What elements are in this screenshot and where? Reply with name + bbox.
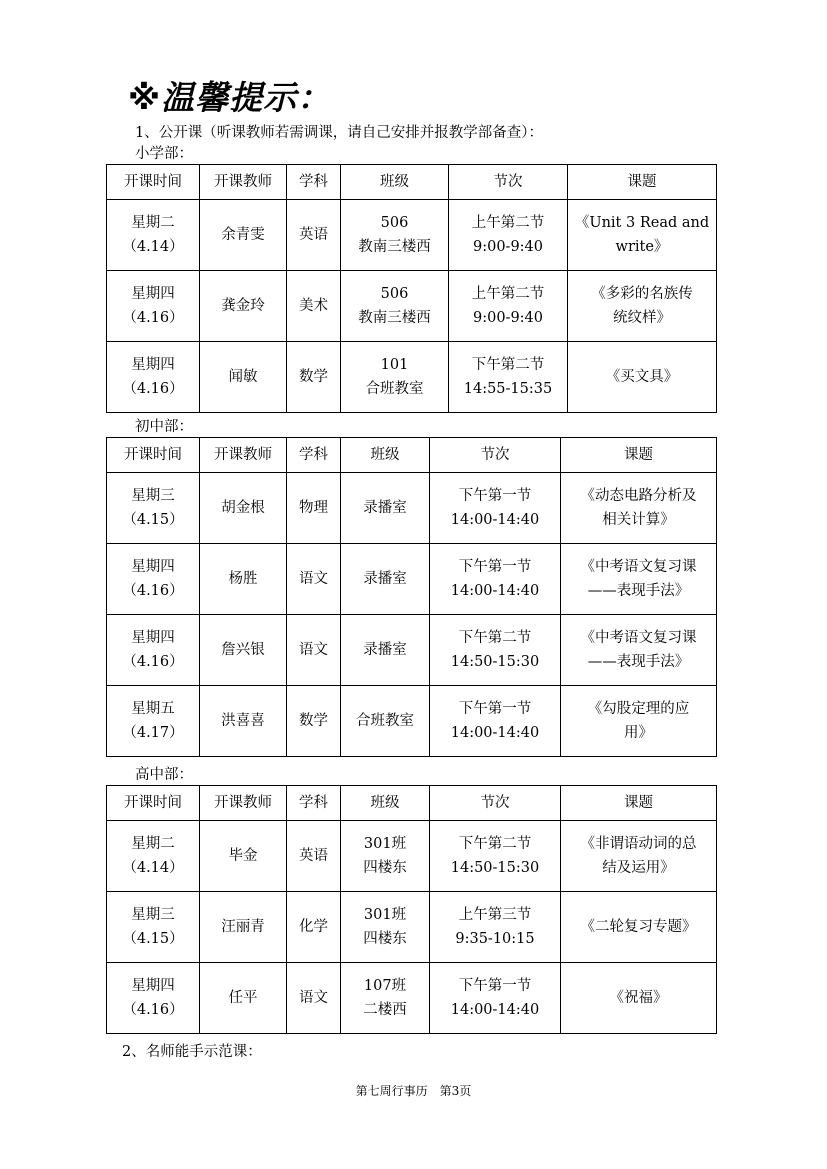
cell-topic-topic2: 相关计算》 — [602, 512, 675, 528]
cell-topic — [568, 271, 717, 342]
cell-class-class1: 107班 — [363, 978, 407, 994]
cell-teacher-teacher: 胡金根 — [221, 500, 265, 516]
cell-subject — [287, 892, 341, 963]
cell-topic-topic2: 结及运用》 — [602, 860, 675, 876]
cell-teacher — [200, 544, 287, 615]
cell-period-period: 下午第一节 — [458, 488, 532, 504]
cell-topic-topic2: ——表现手法》 — [587, 583, 690, 599]
header-subject: 学科 — [287, 786, 341, 821]
cell-time-day: 星期四 — [131, 286, 175, 302]
table-row — [107, 821, 717, 892]
cell-class-class2: 二楼西 — [363, 1002, 407, 1018]
header-period: 节次 — [430, 438, 561, 473]
cell-teacher — [200, 963, 287, 1034]
cell-subject — [287, 821, 341, 892]
header-topic: 课题 — [561, 438, 717, 473]
cell-time-date: （4.15） — [122, 512, 184, 528]
cell-time-date: （4.14） — [122, 860, 184, 876]
cell-class-class1: 301班 — [363, 836, 407, 852]
header-time: 开课时间 — [107, 438, 200, 473]
cell-subject-subject: 英语 — [299, 848, 328, 864]
header-teacher: 开课教师 — [200, 165, 287, 200]
cell-teacher — [200, 821, 287, 892]
cell-period — [449, 342, 568, 413]
cell-period-period: 上午第二节 — [471, 286, 545, 302]
header-subject: 学科 — [287, 438, 341, 473]
primary-section-label: 小学部： — [135, 146, 193, 162]
cell-class — [341, 892, 430, 963]
primary-schedule-table — [106, 164, 717, 413]
cell-topic-topic1: 《动态电路分析及 — [580, 488, 697, 504]
cell-period — [430, 473, 561, 544]
cell-topic — [561, 892, 717, 963]
table-header-row — [107, 786, 717, 821]
cell-topic — [561, 963, 717, 1034]
cell-teacher-teacher: 任平 — [228, 990, 258, 1006]
cell-period — [449, 200, 568, 271]
header-teacher: 开课教师 — [200, 786, 287, 821]
cell-subject-subject: 语文 — [299, 642, 328, 658]
cell-time-date: （4.16） — [122, 654, 184, 670]
cell-topic-topic1: 《非谓语动词的总 — [580, 836, 697, 852]
cell-topic — [561, 615, 717, 686]
cell-topic-topic2: 统纹样》 — [613, 310, 671, 326]
cell-period-time: 14:55-15:35 — [463, 381, 553, 397]
cell-time-day: 星期三 — [131, 488, 175, 504]
table-row — [107, 271, 717, 342]
cell-topic — [568, 200, 717, 271]
cell-teacher-teacher: 詹兴银 — [221, 642, 265, 658]
header-class: 班级 — [341, 165, 449, 200]
cell-period — [430, 615, 561, 686]
cell-topic-topic1: 《中考语文复习课 — [580, 559, 697, 575]
cell-time-date: （4.16） — [122, 381, 184, 397]
cell-period — [430, 963, 561, 1034]
cell-subject-subject: 美术 — [299, 298, 328, 314]
cell-time — [107, 342, 200, 413]
cell-subject — [287, 342, 341, 413]
cell-time — [107, 473, 200, 544]
cell-period-time: 14:50-15:30 — [450, 654, 540, 670]
cell-time — [107, 821, 200, 892]
cell-class-class1: 101 — [380, 357, 409, 373]
cell-period-time: 14:50-15:30 — [450, 860, 540, 876]
cell-topic-topic2: ——表现手法》 — [587, 654, 690, 670]
cell-teacher-teacher: 闻敏 — [228, 369, 258, 385]
table-row — [107, 892, 717, 963]
cell-subject-subject: 语文 — [299, 571, 328, 587]
header-topic: 课题 — [568, 165, 717, 200]
cell-teacher — [200, 615, 287, 686]
cell-class — [341, 686, 430, 757]
cell-period-period: 下午第一节 — [458, 559, 532, 575]
cell-time-date: （4.15） — [122, 931, 184, 947]
cell-class-class1: 506 — [380, 215, 409, 231]
cell-class-class2: 教南三楼西 — [358, 239, 431, 255]
cell-subject-subject: 英语 — [299, 227, 328, 243]
cell-time-day: 星期四 — [131, 630, 175, 646]
cell-topic-topic1: 《Unit 3 Read and — [574, 215, 710, 231]
cell-time-day: 星期五 — [131, 701, 175, 717]
cell-period-period: 下午第二节 — [458, 630, 532, 646]
cell-class-class1: 录播室 — [363, 500, 407, 516]
cell-topic — [561, 473, 717, 544]
cell-time — [107, 963, 200, 1034]
cell-period-time: 9:35-10:15 — [455, 931, 535, 947]
cell-topic-topic1: 《中考语文复习课 — [580, 630, 697, 646]
table-row — [107, 686, 717, 757]
cell-subject — [287, 544, 341, 615]
cell-class-class1: 301班 — [363, 907, 407, 923]
cell-time-date: （4.14） — [122, 239, 184, 255]
table-row — [107, 473, 717, 544]
cell-class-class1: 合班教室 — [356, 713, 414, 729]
header-time: 开课时间 — [107, 786, 200, 821]
cell-period-period: 下午第一节 — [458, 978, 532, 994]
cell-class-class2: 教南三楼西 — [358, 310, 431, 326]
cell-class — [341, 200, 449, 271]
cell-teacher — [200, 200, 287, 271]
cell-time-day: 星期二 — [131, 215, 175, 231]
cell-subject-subject: 语文 — [299, 990, 328, 1006]
model-class-intro: 2、名师能手示范课： — [122, 1044, 262, 1060]
cell-topic-topic1: 《勾股定理的应 — [587, 701, 690, 717]
cell-class — [341, 342, 449, 413]
cell-time — [107, 544, 200, 615]
cell-teacher — [200, 892, 287, 963]
cell-time-date: （4.16） — [122, 583, 184, 599]
cell-time-day: 星期四 — [131, 357, 175, 373]
cell-period-period: 上午第三节 — [458, 907, 532, 923]
cell-period-time: 14:00-14:40 — [450, 725, 540, 741]
cell-subject — [287, 615, 341, 686]
cell-period-period: 下午第一节 — [458, 701, 532, 717]
cell-period — [430, 686, 561, 757]
cell-class — [341, 615, 430, 686]
cell-subject-subject: 数学 — [299, 369, 328, 385]
header-class: 班级 — [341, 786, 430, 821]
table-header-row — [107, 165, 717, 200]
header-period: 节次 — [430, 786, 561, 821]
open-class-intro: 1、公开课（听课教师若需调课，请自己安排并报教学部备查）： — [135, 125, 543, 141]
table-row — [107, 615, 717, 686]
cell-topic-topic1: 《买文具》 — [605, 369, 679, 385]
page-title: ※温馨提示： — [128, 78, 332, 117]
high-schedule-table — [106, 785, 717, 1034]
cell-topic-topic1: 《祝福》 — [609, 990, 668, 1006]
cell-time-day: 星期四 — [131, 978, 175, 994]
cell-period-time: 14:00-14:40 — [450, 512, 540, 528]
cell-teacher-teacher: 龚金玲 — [221, 298, 265, 314]
cell-time — [107, 200, 200, 271]
cell-time-date: （4.17） — [122, 725, 184, 741]
cell-time — [107, 892, 200, 963]
cell-topic-topic1: 《多彩的名族传 — [591, 286, 693, 302]
cell-teacher — [200, 271, 287, 342]
page-footer: 第七周行事历 第3页 — [355, 1084, 472, 1098]
header-class: 班级 — [341, 438, 430, 473]
table-row — [107, 200, 717, 271]
cell-subject — [287, 473, 341, 544]
cell-subject — [287, 200, 341, 271]
high-section-label: 高中部： — [135, 767, 193, 783]
cell-topic-topic2: write》 — [615, 239, 669, 255]
cell-subject — [287, 271, 341, 342]
cell-class-class1: 506 — [380, 286, 409, 302]
cell-period-period: 上午第二节 — [471, 215, 545, 231]
cell-time-day: 星期三 — [131, 907, 175, 923]
cell-teacher-teacher: 汪丽青 — [221, 919, 265, 935]
cell-time — [107, 615, 200, 686]
cell-topic — [561, 544, 717, 615]
cell-time-day: 星期四 — [131, 559, 175, 575]
cell-teacher-teacher: 毕金 — [228, 848, 258, 864]
table-row — [107, 342, 717, 413]
cell-teacher — [200, 473, 287, 544]
table-row — [107, 544, 717, 615]
cell-subject — [287, 686, 341, 757]
cell-topic — [561, 686, 717, 757]
header-subject: 学科 — [287, 165, 341, 200]
cell-period-time: 9:00-9:40 — [472, 239, 544, 255]
header-period: 节次 — [449, 165, 568, 200]
cell-time-date: （4.16） — [122, 1002, 184, 1018]
cell-period-period: 下午第二节 — [458, 836, 532, 852]
cell-period — [449, 271, 568, 342]
cell-class — [341, 821, 430, 892]
cell-class-class1: 录播室 — [363, 571, 407, 587]
cell-period — [430, 821, 561, 892]
cell-topic-topic2: 用》 — [624, 725, 653, 741]
cell-subject-subject: 化学 — [299, 919, 328, 935]
header-topic: 课题 — [561, 786, 717, 821]
cell-class — [341, 271, 449, 342]
cell-subject-subject: 物理 — [299, 500, 328, 516]
cell-period-time: 14:00-14:40 — [450, 583, 540, 599]
cell-period — [430, 892, 561, 963]
cell-topic-topic1: 《二轮复习专题》 — [580, 919, 697, 935]
cell-teacher-teacher: 余青雯 — [221, 227, 265, 243]
middle-section-label: 初中部： — [135, 419, 193, 435]
cell-class-class2: 四楼东 — [363, 860, 407, 876]
cell-class — [341, 544, 430, 615]
cell-class — [341, 473, 430, 544]
cell-time — [107, 686, 200, 757]
cell-subject — [287, 963, 341, 1034]
cell-time — [107, 271, 200, 342]
cell-teacher-teacher: 杨胜 — [228, 571, 258, 587]
cell-period-time: 14:00-14:40 — [450, 1002, 540, 1018]
cell-teacher-teacher: 洪喜喜 — [221, 713, 265, 729]
header-teacher: 开课教师 — [200, 438, 287, 473]
cell-teacher — [200, 342, 287, 413]
table-row — [107, 963, 717, 1034]
table-header-row — [107, 438, 717, 473]
middle-schedule-table — [106, 437, 717, 757]
cell-class-class2: 四楼东 — [363, 931, 407, 947]
cell-teacher — [200, 686, 287, 757]
cell-class-class1: 录播室 — [363, 642, 407, 658]
cell-class — [341, 963, 430, 1034]
cell-time-day: 星期二 — [131, 836, 175, 852]
cell-time-date: （4.16） — [122, 310, 184, 326]
cell-period-period: 下午第二节 — [471, 357, 545, 373]
cell-class-class2: 合班教室 — [365, 381, 424, 397]
cell-period — [430, 544, 561, 615]
cell-topic — [568, 342, 717, 413]
cell-subject-subject: 数学 — [299, 713, 328, 729]
header-time: 开课时间 — [107, 165, 200, 200]
cell-period-time: 9:00-9:40 — [472, 310, 544, 326]
cell-topic — [561, 821, 717, 892]
